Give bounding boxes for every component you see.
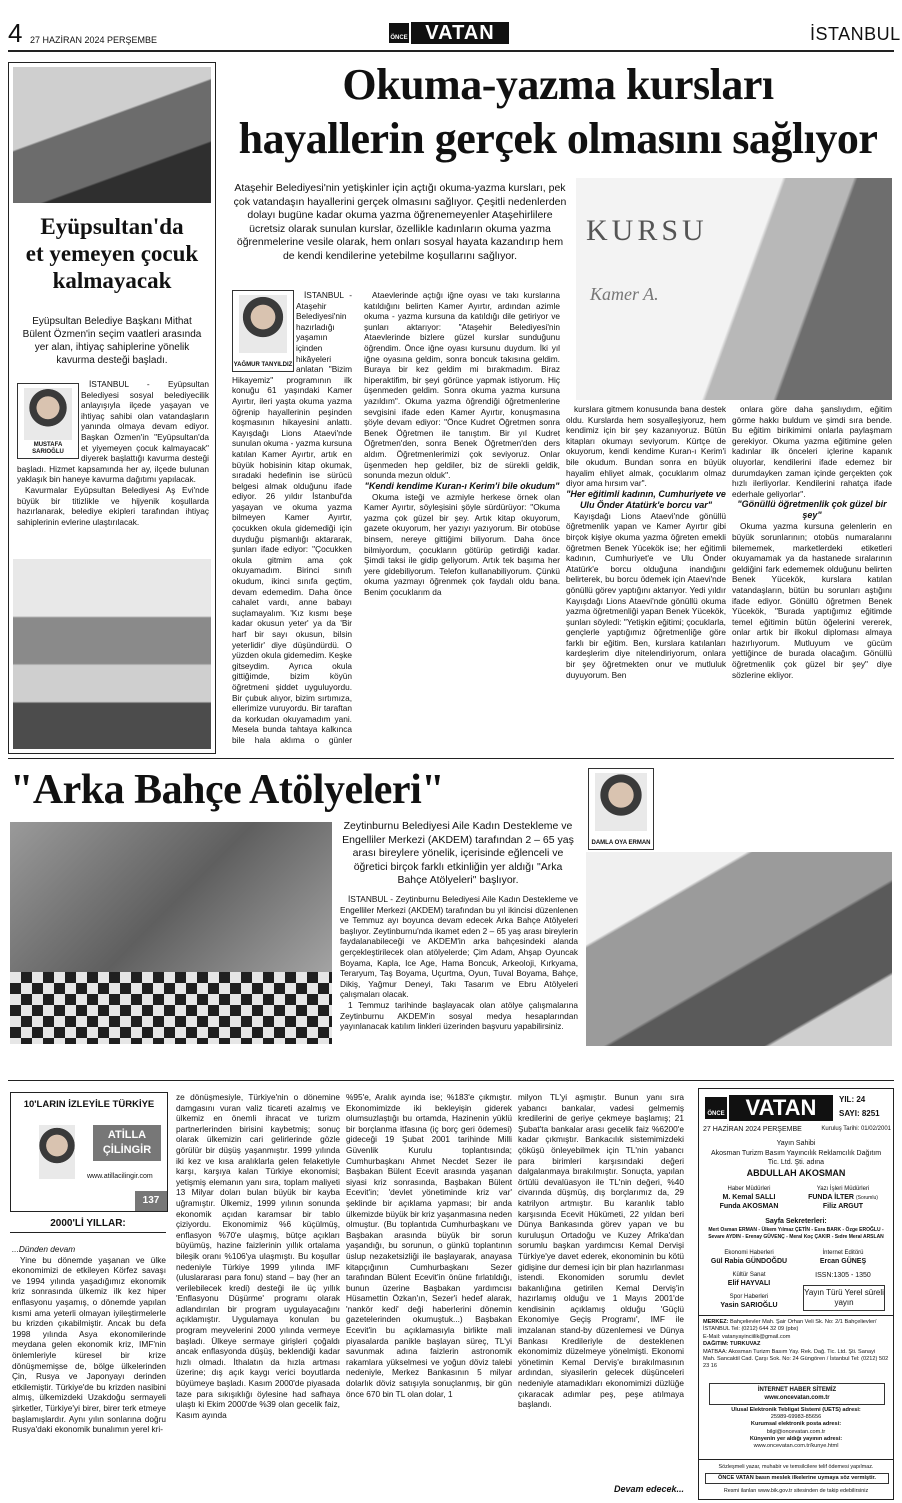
masthead-center-label: MERKEZ: xyxy=(703,1319,729,1325)
masthead-badge: ÖNCE xyxy=(705,1097,727,1119)
masthead-rule-2 xyxy=(699,1459,893,1460)
column-intro: ...Dünden devam xyxy=(12,1244,76,1254)
masthead-page-secretaries: Mert Osman ERMAN - Ülkem Yılmaz ÇETİN - Esra BARK - Özge EROĞLU - Sevare AYDIN - Erenay GÜVENÇ - Meral Koç ÇAKIR - Sıdre Meral ARSLAN xyxy=(708,1227,884,1240)
okuma-col2 xyxy=(358,290,560,746)
masthead-issue: SAYI: 8251 xyxy=(839,1109,880,1118)
okuma-col2-text: Ataevlerinde açtığı iğne oyası ve takı kurslarına katıldığını belirten Kamer Ayırtır, ardından azimle okuma - yazma kursuna da katıldığı dile getiriyor ve şunları aktarıyor: "Ataşehir Belediyesi'nin Ataevlerinde bizlere güzel kurslar sunduğunu öğrendim. Önce iğne oyası kursunu duydum. İki yıl iğne oyasına geldim, sonra boncuk takısına geldim. Buraya bir kez geldim mi bırakmadım. Biraz hiperaktifim, bir şeyi görünce yapmak istiyorum. Hiç üşenmeden geldim. Sonra okuma yazma kursuna yazıldım". Okuma yazma öğrendiği öğretmenlerine sevgisini ifade eden Kamer Ayırtır, konuşmasına şöyle devam ediyor: "Önce Kudret Öğretmen sonra Benek Öğretmen ile tanıştım. Bir yıl Kudret Öğretmen'den, sonra Benek Öğretmen'den ders aldım. Öğretmenlerimizi çok seviyoruz. Onlar üşenmeden hep geldiler, biz de sürekli geldik, sonunda mezun olduk". xyxy=(364,290,560,481)
okuma-col1-text: İSTANBUL - Ataşehir Belediyesi'nin hazırladığı yaşamın içinden hikâyeleri anlatan "Bizim Hikayemiz" programının ilk konuğu 61 yaşındaki Kamer Ayırtır, ileri yaşta okuma yazma öğrenip hayallerinin peşinden koşmasının hikayesini anlattı. Kayışdağı Lions Ataevi'nde sunulan okuma - yazma kursuna katılan Kamer Ayırtır, artık en büyük hobisinin kitap okumak, sıradaki hedefinin ise sürücü belgesi almak olduğunu ifade ediyor. 26 yıldır İstanbul'da yaşayan ve okuma yazma bilmeyen Kamer Ayırtır, çocukken okula gidemediği için duyduğu pişmanlığı aktararak, şunları ifade ediyor: "Çocukken okula gitmim ama çok okuyamadım. Birinci sınıfı okudum, ikinci sınıfa geçtim, devam edemedim. Daha önce cahalet vardı, anne babayı suçlamayalım. 'Kız kısmı beşe kadar okusun yeter' ya da 'Bir harf bir sayı okusun, bilsin yeterlidir' diye düşündürdü. O yüzden okula gidemedim. Keşke gitseydim. Ayrıca okula gittiğimde, bizim köyün öğretmeni şiddet uyguluyordu. Bir çubuk alıyor, bizim sırtımıza, ellerimize vuruyordu. Bir taraftan da korkudan okuyamadım yani. Mesela bunda tahtaya kalkınca bile hala aklıma o günler xyxy=(232,290,352,745)
column-col3-text: %95'e, Aralık ayında ise; %183'e çıkmıştır. Ekonomimizde iki bekleyişin giderek olumsuzlaştığı bu ortamda, Hazinenin yüklü bir borçlanma itfasına (iç borç geri ödemesi) gideceği 19 Şubat 2001 tarihinde Milli Güvenlik Kurulu toplantısında; Cumhurbaşkanı Ahmet Necdet Sezer ile Başbakan Bülent Ecevit arasında yaşanan siyasi kriz sonrasında, Başbakan Bülent Ecevit'in; 'devlet yönetiminde kriz var' şeklinde bir açıklama yapması; bir anda ülkemizde büyük bir kriz yaşanmasına neden olmuştur. (Bu toplantıda Cumhurbaşkanı ve Başbakan arasında büyük bir sorun yaşandığı, bu sorunun, o günkü toplantının üslup nezaketsizliği ile başlayarak, anayasa kitapçığının Cumhurbaşkanı Sezer tarafından Bülent Ecevit'in önüne fırlatıldığı, bunun üzerine Başbakan yardımcısı Hüsamettin Özkan'ın, Sezer'i hedef alarak, 'nankör kedi' deği haberlerini dönemin gazetelerinden okumuştuk...) Başbakan Ecevit'in bu açıklamasıyla birlikte mali piyasalarda panikle başlayan süreç, TL'yi savunmak adına faizlerin astronomik rakamlara yükselmesi ve yoğun döviz talebi nedeniyle, Merkez Bankasının 5 milyar dolarlık döviz satışıyla sonuçlanmış, bir gün önce 670 bin TL olan dolar, 1 xyxy=(346,1092,512,1399)
eyupsultan-lead: Eyüpsultan Belediye Başkanı Mithat Bülent Özmen'in seçim vaatleri arasında yer alan, ihtiyaç sahiplerine yönelik kavurma desteği başladı. xyxy=(22,316,202,366)
column-website: www.atillacilingir.com xyxy=(87,1173,153,1180)
logo-text: VATAN xyxy=(411,22,509,44)
okuma-title xyxy=(220,58,896,166)
arkabahce-photo-kids xyxy=(586,852,892,1046)
masthead-kep: bilgi@oncevatan.com.tr xyxy=(766,1428,826,1435)
okuma-lead: Ataşehir Belediyesi'nin yetişkinler için açtığı okuma-yazma kursları, pek çok vatandaşın hayallerini gerçek olmasını sağlıyor. Çeşitli nedenlerden dolayı bugüne kadar okuma yazma öğrenemeyenler Ataşehirlilere ücretsiz olarak sunulan kurslar, özellikle kadınların okuma yazma öğrenmelerine vesile olarak, hem onları sosyal hayata kazandırıp hem de kendi kendilerine yetebilme koşullarını sağlıyor. xyxy=(233,182,567,262)
eyupsultan-title-line1: Eyüpsultan'da xyxy=(40,214,184,239)
masthead-logo xyxy=(705,1095,833,1121)
column-col2-text: ze dönüşmesiyle, Türkiye'nin o dönemine damgasını vuran valiz ticareti azalmış ve ülkemiz en önemli ihracat ve turizm partnerlerinden birisini kaybetmiş; sonuç olarak ülkemizin cari gelirlerinde gözle görülür bir düşüş yaşanmıştır. 1999 yılında iki kez ve kısa aralıklarla gelen felaketiyle karşı, karşıya kalan Türkiye ekonomisi; yetişmiş elemanın yanı sıra, toplam maliyeti 13 Milyar doları bulan büyük bir kayba uğramıştır. Ülkemiz, 1999 yılının sonunda ekonomik açıdan karamsar bir tablo çiziyordu. Ekonomimiz %6 küçülmüş, enflasyon %70'e ulaşmış, bütçe açıkları büyümüş, hazine faizlerinin yıllık ortalama bileşik oranı %106'ya ulaşmıştı. Bu koşullar nedeniyle Türkiye 1999 yılında IMF (uluslararası para fonu) stand – bay (her an verilebilecek kredi) desteği ile üç yıllık 'Enflasyonu Düşürme' programı olarak adlandırılan bir program uygulayacağını açıklamıştır. Uygulamaya konulan bu program meyvelerini 2000 yılında vermeye başladı. Ülkeye sermaye girişleri çoğaldı ancak enflasyonda düşüş, beklendiği kadar hızlı olmadı. İthalatın da hızla artması üzerine; dış açık kaygı verici boyutlarda büyümeye başladı. Kasım 2000'de piyasada taze para sıkışıklığı öylesine had safhaya ulaştı ki Ekim 2000'de %39 olan gecelik faiz, Kasım ayında xyxy=(176,1092,340,1420)
column-col2 xyxy=(176,1092,340,1494)
okuma-col2-b: Okuma isteği ve azmiyle herkese örnek olan Kamer Ayırtır, söyleşisini şöyle sürdürüyor: "Okuma yazma çok güzel bir şey. Artık kitap okuyorum, gazete okuyorum, her yazıyı yazıyorum. Bir otobüse binsem, nereye gittiğimi biliyorum. Daha önce bilmiyordum, çocukların götürüp getirdiği kadar. Şimdi taksi ile gidip geliyorum. Artık tek başıma her yere gidebiliyorum. Telefon kullanabiliyorum. Çünkü okuma yazmayı öğrenmek çok faydalı oldu bana. Benim çocuklarım da xyxy=(364,491,560,598)
masthead-uets: 25989-69983-85656 xyxy=(770,1414,822,1421)
masthead-contact-block xyxy=(703,1407,889,1450)
masthead-center-text: Bahçelievler Mah. Şair Orhan Veli Sk. No: 2/1 Bahçelievler/İSTANBUL Tel: (0212) 644 32 09 (pbx) xyxy=(703,1319,877,1333)
header-logo xyxy=(389,22,511,44)
okuma-col4-b: Okuma yazma kursuna gelenlerin en büyük sorunlarının; otobüs numaralarını bilememek, marketlerdeki etiketleri okuyamamak ya da hastanede sıralarının geldiğini fark edememek olduğunu belirten Benek Yücekök, kurslara katılan vatandaşların, bütün bu sorunları aştığını ifade ediyor. Gönüllü öğretmen Benek Yücekök, "Burada yaptığımız eğitimde temel eğitimin bütün öğelerini vererek, onlar artık bir ilkokul diploması almaya hazırlıyorum. Mutluyum ve gücüm yettiğince de burada olacağım. Gönüllü öğretmenlik çok güzel bir şey" diye sözlerine ekliyor. xyxy=(732,521,892,680)
checkerboard-floor xyxy=(10,972,332,1044)
reporter-name: MUSTAFA SARIOĞLU xyxy=(32,442,64,455)
board-text-1: KURSU xyxy=(586,214,708,247)
masthead-uets-label: Ulusal Elektronik Tebligat Sistemi (UETS) adresi: xyxy=(731,1407,861,1413)
masthead-website-label: İNTERNET HABER SİTEMİZ xyxy=(757,1387,837,1393)
eyupsultan-story xyxy=(8,62,216,754)
page-header xyxy=(0,0,902,60)
column-author-name-box xyxy=(93,1125,161,1161)
masthead-news-director-2: Funda AKOSMAN xyxy=(719,1203,779,1210)
masthead-owner-label: Yayın Sahibi xyxy=(776,1140,816,1147)
column-col1-text: Yine bu dönemde yaşanan ve ülke ekonomimizi de etkileyen Körfez savaşı ve 1994 yılında yaşadığımız ekonomik kriz sonrasında ülkemiz ilk kez hiper enflasyonu yaşamış, o dönemde yapılan kısmi ama yeterli olmayan iyileştirmelerle bu krizden çıkabilmiştir. Ancak bu defa 1998 yılında Asya ekonomilerinde meydana gelen ekonomik kriz, IMF'nin önlemleriyle küresel bir krize dönüşmemişse de, bölge ülkelerinden Çin, Rusya ve Japonyayı derinden etkilemiştir. Türkiye'de bu krizden nasibini almış, ülkemizdeki Uzakdoğu sermayeli şirketler, Türkiye'yi birer, birer terk etmeye başlamışlardır. Aynı yılın sonlarına doğru Rusya'daki ekonomik bunalımın yerel kri- xyxy=(12,1254,166,1435)
masthead-page-secretaries-label: Sayfa Sekreterleri: xyxy=(765,1218,827,1225)
masthead-editor-2: Filiz ARGUT xyxy=(822,1203,864,1210)
eyupsultan-title-line2: et yemeyen çocuk xyxy=(25,241,199,266)
column-author-photo xyxy=(33,1121,81,1183)
masthead-issn: ISSN:1305 - 1350 xyxy=(815,1272,871,1279)
masthead-box xyxy=(698,1088,894,1500)
masthead-kep-label: Kurumsal elektronik posta adresi: xyxy=(750,1421,842,1428)
column-continue: Devam edecek... xyxy=(613,1484,684,1494)
reporter-name: DAMLA OYA ERMAN xyxy=(591,840,651,846)
masthead-email: E-Mail: vatanyayinciilik@gmail.com xyxy=(703,1333,791,1340)
masthead-print: MATBAA: Akosman Turizm Basım Yay. Rek. Dağ. Tic. Ltd. Şti. Sanayi Mah. Sancaktil Cad. Çarşı Sok. No: 24 Güngören / İstanbul Tel: (0212) 502 23 16 xyxy=(703,1348,889,1370)
eyupsultan-photo-kitchen xyxy=(13,559,211,749)
masthead-culture-label: Kültür Sanat xyxy=(732,1272,766,1278)
okuma-subhead-2: "Kendi kendime Kuran-ı Kerim'i bile okudum" xyxy=(364,480,560,491)
eyupsultan-body xyxy=(17,379,209,549)
masthead-rule-1 xyxy=(699,1315,893,1316)
logo-badge: ÖNCE xyxy=(389,23,409,43)
eyupsultan-body-p2: Kavurmalar Eyüpsultan Belediyesi Aş Evi'nde büyük bir titizlikle ve hijyenik koşullarda hazırlanarak, belediye ekipleri tarafından ihtiyaç sahiplerinin evlerine ulaştırılacak. xyxy=(17,484,209,527)
masthead-disclaimer-3: Resmi ilanları www.bik.gov.tr sitesinden de takip edebilirsiniz xyxy=(723,1488,869,1494)
masthead-editor-1-note: (Sorumlu) xyxy=(855,1195,878,1201)
masthead-website-box xyxy=(709,1383,885,1405)
column-col4 xyxy=(518,1092,684,1484)
masthead-sports: Yasin SARIOĞLU xyxy=(720,1302,778,1309)
masthead-founded: Kuruluş Tarihi: 01/02/2001 xyxy=(821,1126,891,1132)
masthead-editor-label: Yazı İşleri Müdürleri xyxy=(816,1186,870,1192)
arkabahce-body-p2: 1 Temmuz tarihinde başlayacak olan atölye çalışmalarına Zeytinburnu AKDEM'in sosyal medya hesaplarından yayınlanacak katılım linkleri üzerinden başvuru yapabilirsiniz. xyxy=(340,999,578,1032)
column-author-last: ÇİLİNGİR xyxy=(102,1144,152,1156)
header-date: 27 HAZİRAN 2024 PERŞEMBE xyxy=(30,35,158,45)
header-rule xyxy=(8,50,894,52)
masthead-website[interactable]: www.oncevatan.com.tr xyxy=(764,1395,830,1401)
eyupsultan-title xyxy=(13,213,211,294)
masthead-economy-label: Ekonomi Haberleri xyxy=(724,1250,774,1256)
masthead-center xyxy=(703,1319,889,1371)
masthead-disclaimer-2: ÖNCE VATAN basın meslek ilkelerine uymaya söz vermiştir. xyxy=(705,1473,889,1484)
masthead-editor-1-name: FUNDA İLTER xyxy=(808,1194,854,1201)
arkabahce-body xyxy=(340,894,578,1050)
masthead-date: 27 HAZİRAN 2024 PERŞEMBE xyxy=(703,1126,802,1133)
column-author-first: ATİLLA xyxy=(107,1129,147,1141)
section-divider-2 xyxy=(8,1080,894,1081)
column-col3 xyxy=(346,1092,512,1494)
section-name: İSTANBUL xyxy=(810,24,901,44)
masthead-logo-text: VATAN xyxy=(729,1095,833,1121)
okuma-title-line2: hayallerin gerçek olmasını sağlıyor xyxy=(238,114,878,163)
okuma-photo-teacher xyxy=(576,178,892,400)
masthead-internet-label: İnternet Editörü xyxy=(822,1250,864,1256)
arkabahce-reporter-photo xyxy=(588,768,654,850)
okuma-col4-text: onlara göre daha şanslıydım, eğitim görme hakkı buldum ve şimdi sıra bende. Bu eğitim birikimimi onlarla paylaşmam gerekiyor. Okuma yazma eğitimine gelen kadınlar ilk önceleri içlerine kapanık oluyorlar, kendilerini ifade edemez bir durumdayken zaman içinde gerçekten çok hızlı ilerliyorlar. Kendilerini rahatça ifade ederhale geliyorlar". xyxy=(732,404,892,499)
masthead-complaint: www.oncevatan.com.tr/kunye.html xyxy=(753,1443,839,1450)
arkabahce-photo-yard xyxy=(10,822,332,1044)
okuma-col4 xyxy=(732,404,892,748)
reporter-name: YAĞMUR TANYILDIZ xyxy=(233,362,293,368)
arkabahce-lead: Zeytinburnu Belediyesi Aile Kadın Destekleme ve Engelliler Merkezi (AKDEM) tarafından 2 – 65 yaş arası bireylere yönelik, içerisinde eğlenceli ve öğretici birçok farklı etkinliğin yer aldığı "Arka Bahçe Atölyeleri" başlıyor. xyxy=(342,820,574,887)
column-col1 xyxy=(12,1244,166,1494)
okuma-subhead-3: "Her eğitimli kadının, Cumhuriyete ve Ulu Önder Atatürk'e borcu var" xyxy=(566,488,726,510)
board-text-2: Kamer A. xyxy=(590,284,659,304)
column-title: 2000'Lİ YILLAR: xyxy=(50,1218,126,1229)
okuma-col3-text: kurslara gitmem konusunda bana destek oldu. Kurslarda hem sosyalleşiyoruz, hem kendimiz için bir şey kazanıyoruz. Bütün kitapları okumayı seviyorum. Kürtçe de okuyorum, kendi kendime Kuran-ı Kerim'i bile okudum. Bundan sonra en büyük hayalim ehliyet almak, çocuklarım olmaz diyor ama hırsım var". xyxy=(566,404,726,489)
masthead-pub-type: Yayın Türü Yerel süreli yayın xyxy=(803,1285,885,1311)
eyupsultan-title-line3: kalmayacak xyxy=(52,268,172,293)
masthead-culture: Elif HAYVALI xyxy=(727,1280,771,1287)
column-col4-text: milyon TL'yi aşmıştır. Bunun yanı sıra yabancı bankalar, vadesi gelmemiş kredilerini de geriye çekmeye başlamış; 21 Şubat'ta bankalar arası gecelik faiz %6200'e kadar çıkmıştır. Bankacılık sistemimizdeki çöküşü önleyebilmek için TL'nin yabancı para birimleri karşısındaki değeri dalgalanmaya bırakılmıştır. Sonuçta, yapılan örtülü devalüasyon ile TL'nin değeri, %40 civarında düşmüş, dış borçlarımız da, 29 katrilyon artmıştır. Bu karanlık tablo karşısında Ecevit Hükümeti, 22 yıldan beri Dünya Bankasında görev yapan ve bu kuruluşun Ortadoğu ve Kuzey Afrika'dan sorumlu başkan yardımcısı Kemal Dervişi Türkiye'ye davet ederek, ekonominin bu kötü gidişine dur demesi için bir plan hazırlanması istendi. Ekonomiden sorumlu devlet bakanlığına getirilen Kemal Derviş'in hazırlamış olduğu ve 1 Mayıs 2001'de kendisinin açıklamış olduğu 'Güçlü Ekonomiye Geçiş Programı', IMF ile imzalanan stand-by düzenlemesi ve Dünya Bankası Kredileriyle de desteklenen ekonomimiz düzelmeye yönelmişti. Ekonomi yönetimin Kemal Derviş'e bırakılmasının ardından, siyasilerin gelecek düşünceleri nedeniyle atamadıkları ekonomimizi düzlüğe çıkaracak adımlar peş, peşe atılmaya başlandı. xyxy=(518,1092,684,1410)
okuma-col3 xyxy=(566,404,726,748)
masthead-economy: Gül Rabia GÜNDOĞDU xyxy=(710,1258,788,1265)
masthead-distribution: DAĞITIM: TURKUVAZ xyxy=(703,1341,761,1348)
eyupsultan-body-p1: İSTANBUL - Eyüpsultan Belediyesi sosyal belediyecilik anlayışıyla ilçede yaşayan ve ihtiyaç sahibi olan vatandaşların yanında olmaya devam ediyor. Başkan Özmen'in "Eyüpsultan'da et yiyemeyen çocuk kalmayacak" diyerek başlattığı kavurma desteği başladı. Hizmet kapsamında her ay, ilçede bulunan yaklaşık bin haneye kavurma dağıtımı yapılacak. xyxy=(17,379,209,485)
masthead-news-director-1: M. Kemal SALLI xyxy=(722,1194,776,1201)
masthead-year: YIL: 24 xyxy=(839,1095,866,1104)
column-series: 10'LARIN İZLEYİLE TÜRKİYE xyxy=(23,1099,155,1110)
arkabahce-body-p1: İSTANBUL - Zeytinburnu Belediyesi Aile Kadın Destekleme ve Engelliler Merkezi (AKDEM) tarafından bu yıl ikincisi düzenlenen ve Temmuz ayı boyunca devam edecek Arka Bahçe Atölyeleri başlıyor. Zeytinburnu'nda ikamet eden 2 – 65 yaş arası bireylerin faydalanabileceği ve AKDEM'in arka bahçesindeki alanda gerçekleştirilecek olan atölyelerde; Çim Adam, Ahşap Oyuncak Boyama, Kapla, Ice Age, Hama Boncuk, Arkeoloji, Kırkyama, Teraryum, Taş Boyama, Uçurtma, Oyun, Tuval Boyama, Bahçe, Dikiş, Yağmur Deneyi, Takı Tasarım ve Ebru Atölyeleri çalışmaları olacak. xyxy=(340,894,578,1000)
masthead-internet: Ercan GÜNEŞ xyxy=(819,1258,867,1265)
okuma-col3-b: Kayışdağı Lions Ataevi'nde gönüllü öğretmenlik yapan ve Kamer Ayırtır gibi birçok kişiye okuma yazma öğreten emekli öğretmen Benek Yücekök ise; her eğitimli kadının, Cumhuriyet'e ve Ulu Önder Atatürk'e borcu olduğuna inandığını belirterek, bu borcu ödemek için Ataevi'nde gönüllü görev yaptığını aktarıyor. Yedi yıldır Kayışdağı Lions Ataevi'nde gönüllü okuma yazma öğretmenliği yapan Benek Yücekök, şunları söyledi: "Yetişkin eğitimi; çocuklarla, gençlerle yaptığımız öğretmenliğe göre farklı bir eğitim. Ben, kurslara katılanları kardeşlerim diye nitelendiriyorum, onlara bir şey öğretmekten onur ve mutluluk duyuyorum. Ben xyxy=(566,510,726,680)
page-number: 4 xyxy=(8,18,23,48)
section-divider-1 xyxy=(8,758,894,759)
reporter-face xyxy=(595,773,647,831)
masthead-sports-label: Spor Haberleri xyxy=(729,1294,769,1300)
eyupsultan-photo-van xyxy=(13,67,211,203)
column-number: 137 xyxy=(135,1191,167,1211)
masthead-owner-name: ABDULLAH AKOSMAN xyxy=(746,1168,846,1178)
okuma-subhead-4: "Gönüllü öğretmenlik çok güzel bir şey" xyxy=(737,499,887,521)
author-face xyxy=(39,1125,75,1179)
masthead-news-director-label: Haber Müdürleri xyxy=(727,1186,771,1192)
masthead-complaint-label: Künyenin yer aldığı yayının adresi: xyxy=(749,1435,843,1442)
okuma-title-line1: Okuma-yazma kursları xyxy=(342,60,774,109)
column-title-rule xyxy=(10,1232,166,1233)
okuma-col1 xyxy=(232,290,352,746)
masthead-disclaimer-1: Sözleşmeli yazar, muhabir ve temsilcilere telif ödemesi yapılmaz. xyxy=(718,1464,874,1470)
masthead-owner-company: Akosman Turizm Basım Yayıncılık Reklamcılık Dağıtım Tic. Ltd. Şti. adına xyxy=(710,1150,882,1166)
column-author-box xyxy=(10,1092,168,1212)
arkabahce-title: "Arka Bahçe Atölyeleri" xyxy=(10,767,445,813)
